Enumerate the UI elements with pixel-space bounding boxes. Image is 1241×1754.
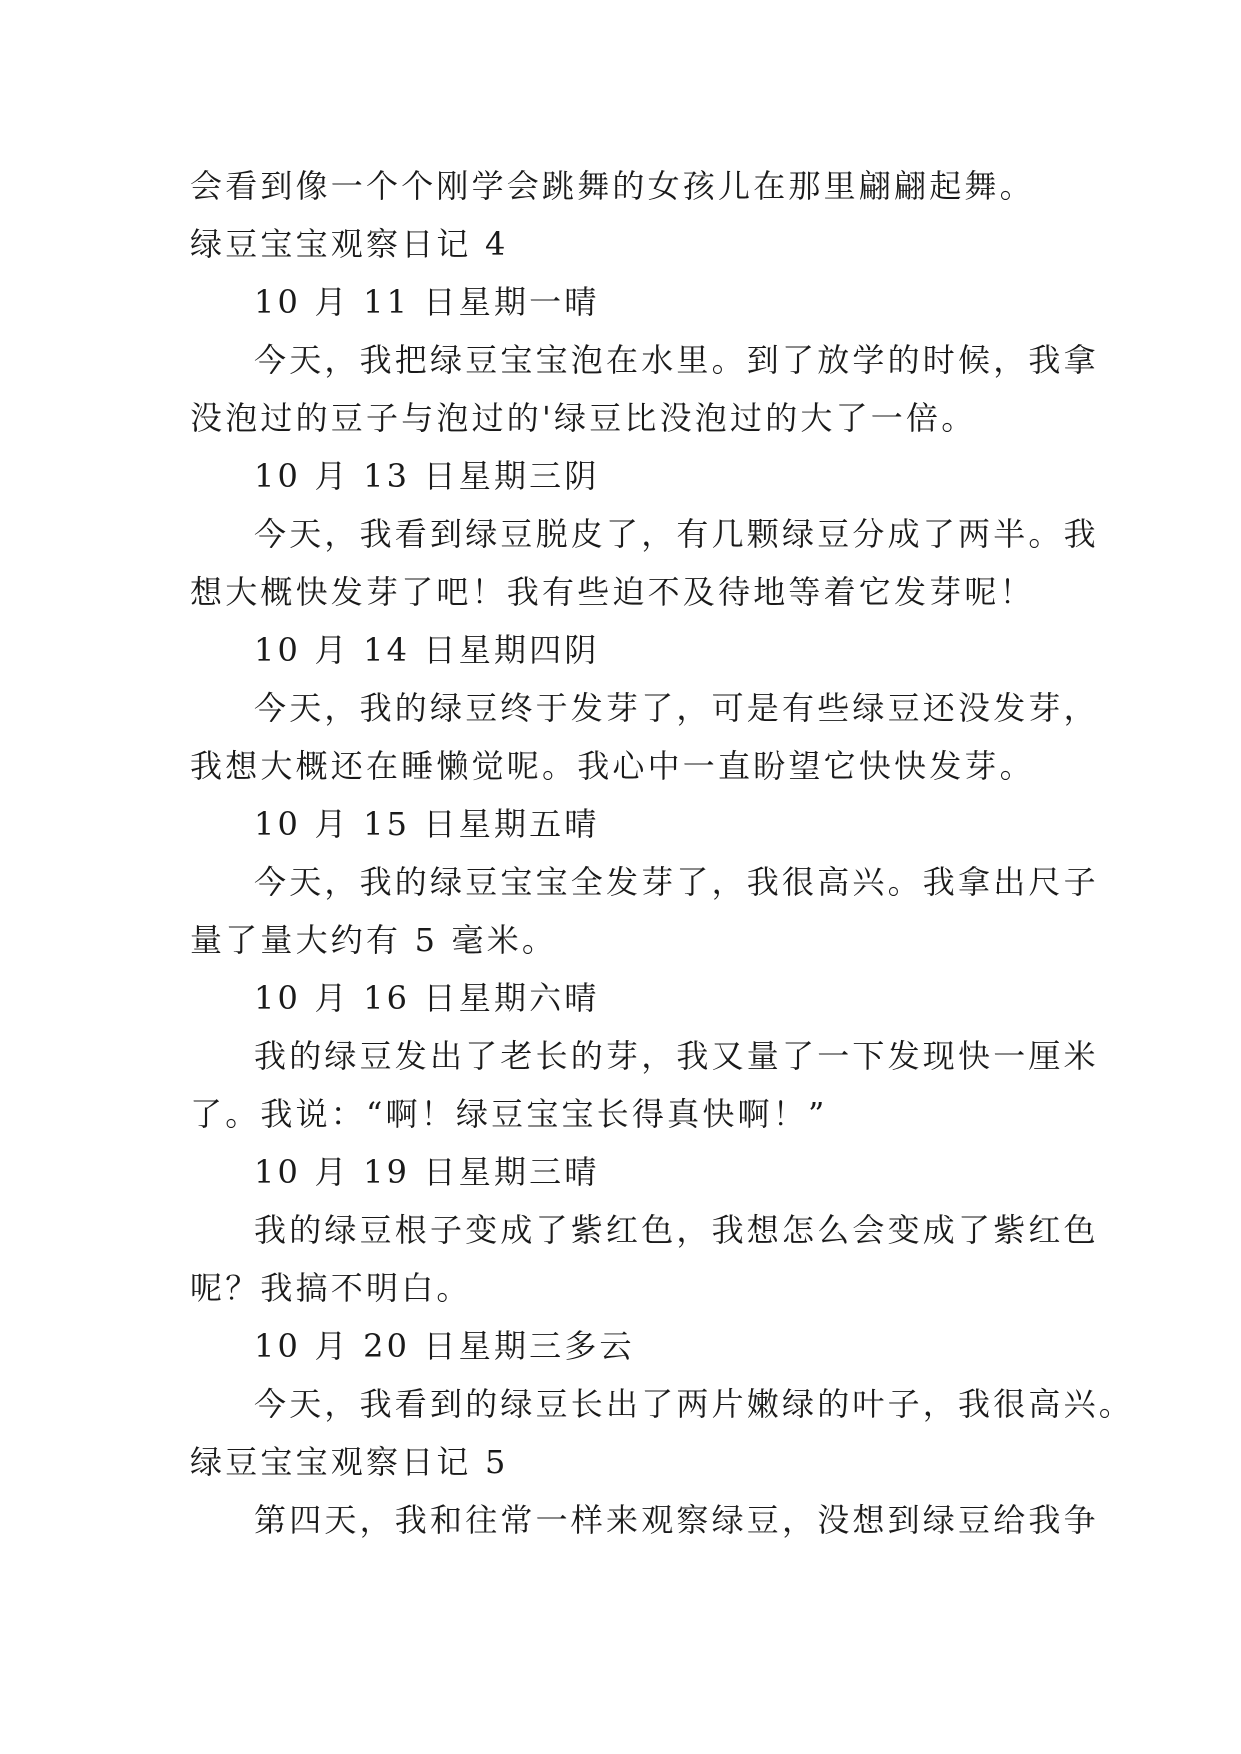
text-line: 会看到像一个个刚学会跳舞的女孩儿在那里翩翩起舞。: [190, 167, 1035, 205]
text-line: 今天，我看到绿豆脱皮了，有几颗绿豆分成了两半。我: [254, 515, 1099, 553]
text-line: 呢？我搞不明白。: [190, 1269, 472, 1307]
text-line: 我的绿豆根子变成了紫红色，我想怎么会变成了紫红色: [254, 1211, 1099, 1249]
diary-date: 10 月 15 日星期五晴: [254, 805, 600, 843]
diary-date: 10 月 20 日星期三多云: [254, 1327, 635, 1365]
section-heading: 绿豆宝宝观察日记 5: [190, 1443, 509, 1481]
text-line: 今天，我的绿豆终于发芽了，可是有些绿豆还没发芽，: [254, 689, 1099, 727]
text-line: 今天，我看到的绿豆长出了两片嫩绿的叶子，我很高兴。: [254, 1385, 1135, 1423]
text-line: 我想大概还在睡懒觉呢。我心中一直盼望它快快发芽。: [190, 747, 1035, 785]
diary-date: 10 月 11 日星期一晴: [254, 283, 600, 321]
section-heading: 绿豆宝宝观察日记 4: [190, 225, 509, 263]
diary-date: 10 月 16 日星期六晴: [254, 979, 600, 1017]
text-line: 第四天，我和往常一样来观察绿豆，没想到绿豆给我争: [254, 1501, 1099, 1539]
diary-date: 10 月 14 日星期四阴: [254, 631, 600, 669]
diary-date: 10 月 13 日星期三阴: [254, 457, 600, 495]
text-line: 我的绿豆发出了老长的芽，我又量了一下发现快一厘米: [254, 1037, 1099, 1075]
text-line: 想大概快发芽了吧！我有些迫不及待地等着它发芽呢！: [190, 573, 1035, 611]
text-line: 了。我说：“啊！绿豆宝宝长得真快啊！”: [190, 1095, 828, 1133]
text-line: 没泡过的豆子与泡过的'绿豆比没泡过的大了一倍。: [190, 399, 977, 437]
text-line: 量了量大约有 5 毫米。: [190, 921, 558, 959]
diary-date: 10 月 19 日星期三晴: [254, 1153, 600, 1191]
text-line: 今天，我把绿豆宝宝泡在水里。到了放学的时候，我拿: [254, 341, 1099, 379]
text-line: 今天，我的绿豆宝宝全发芽了，我很高兴。我拿出尺子: [254, 863, 1099, 901]
